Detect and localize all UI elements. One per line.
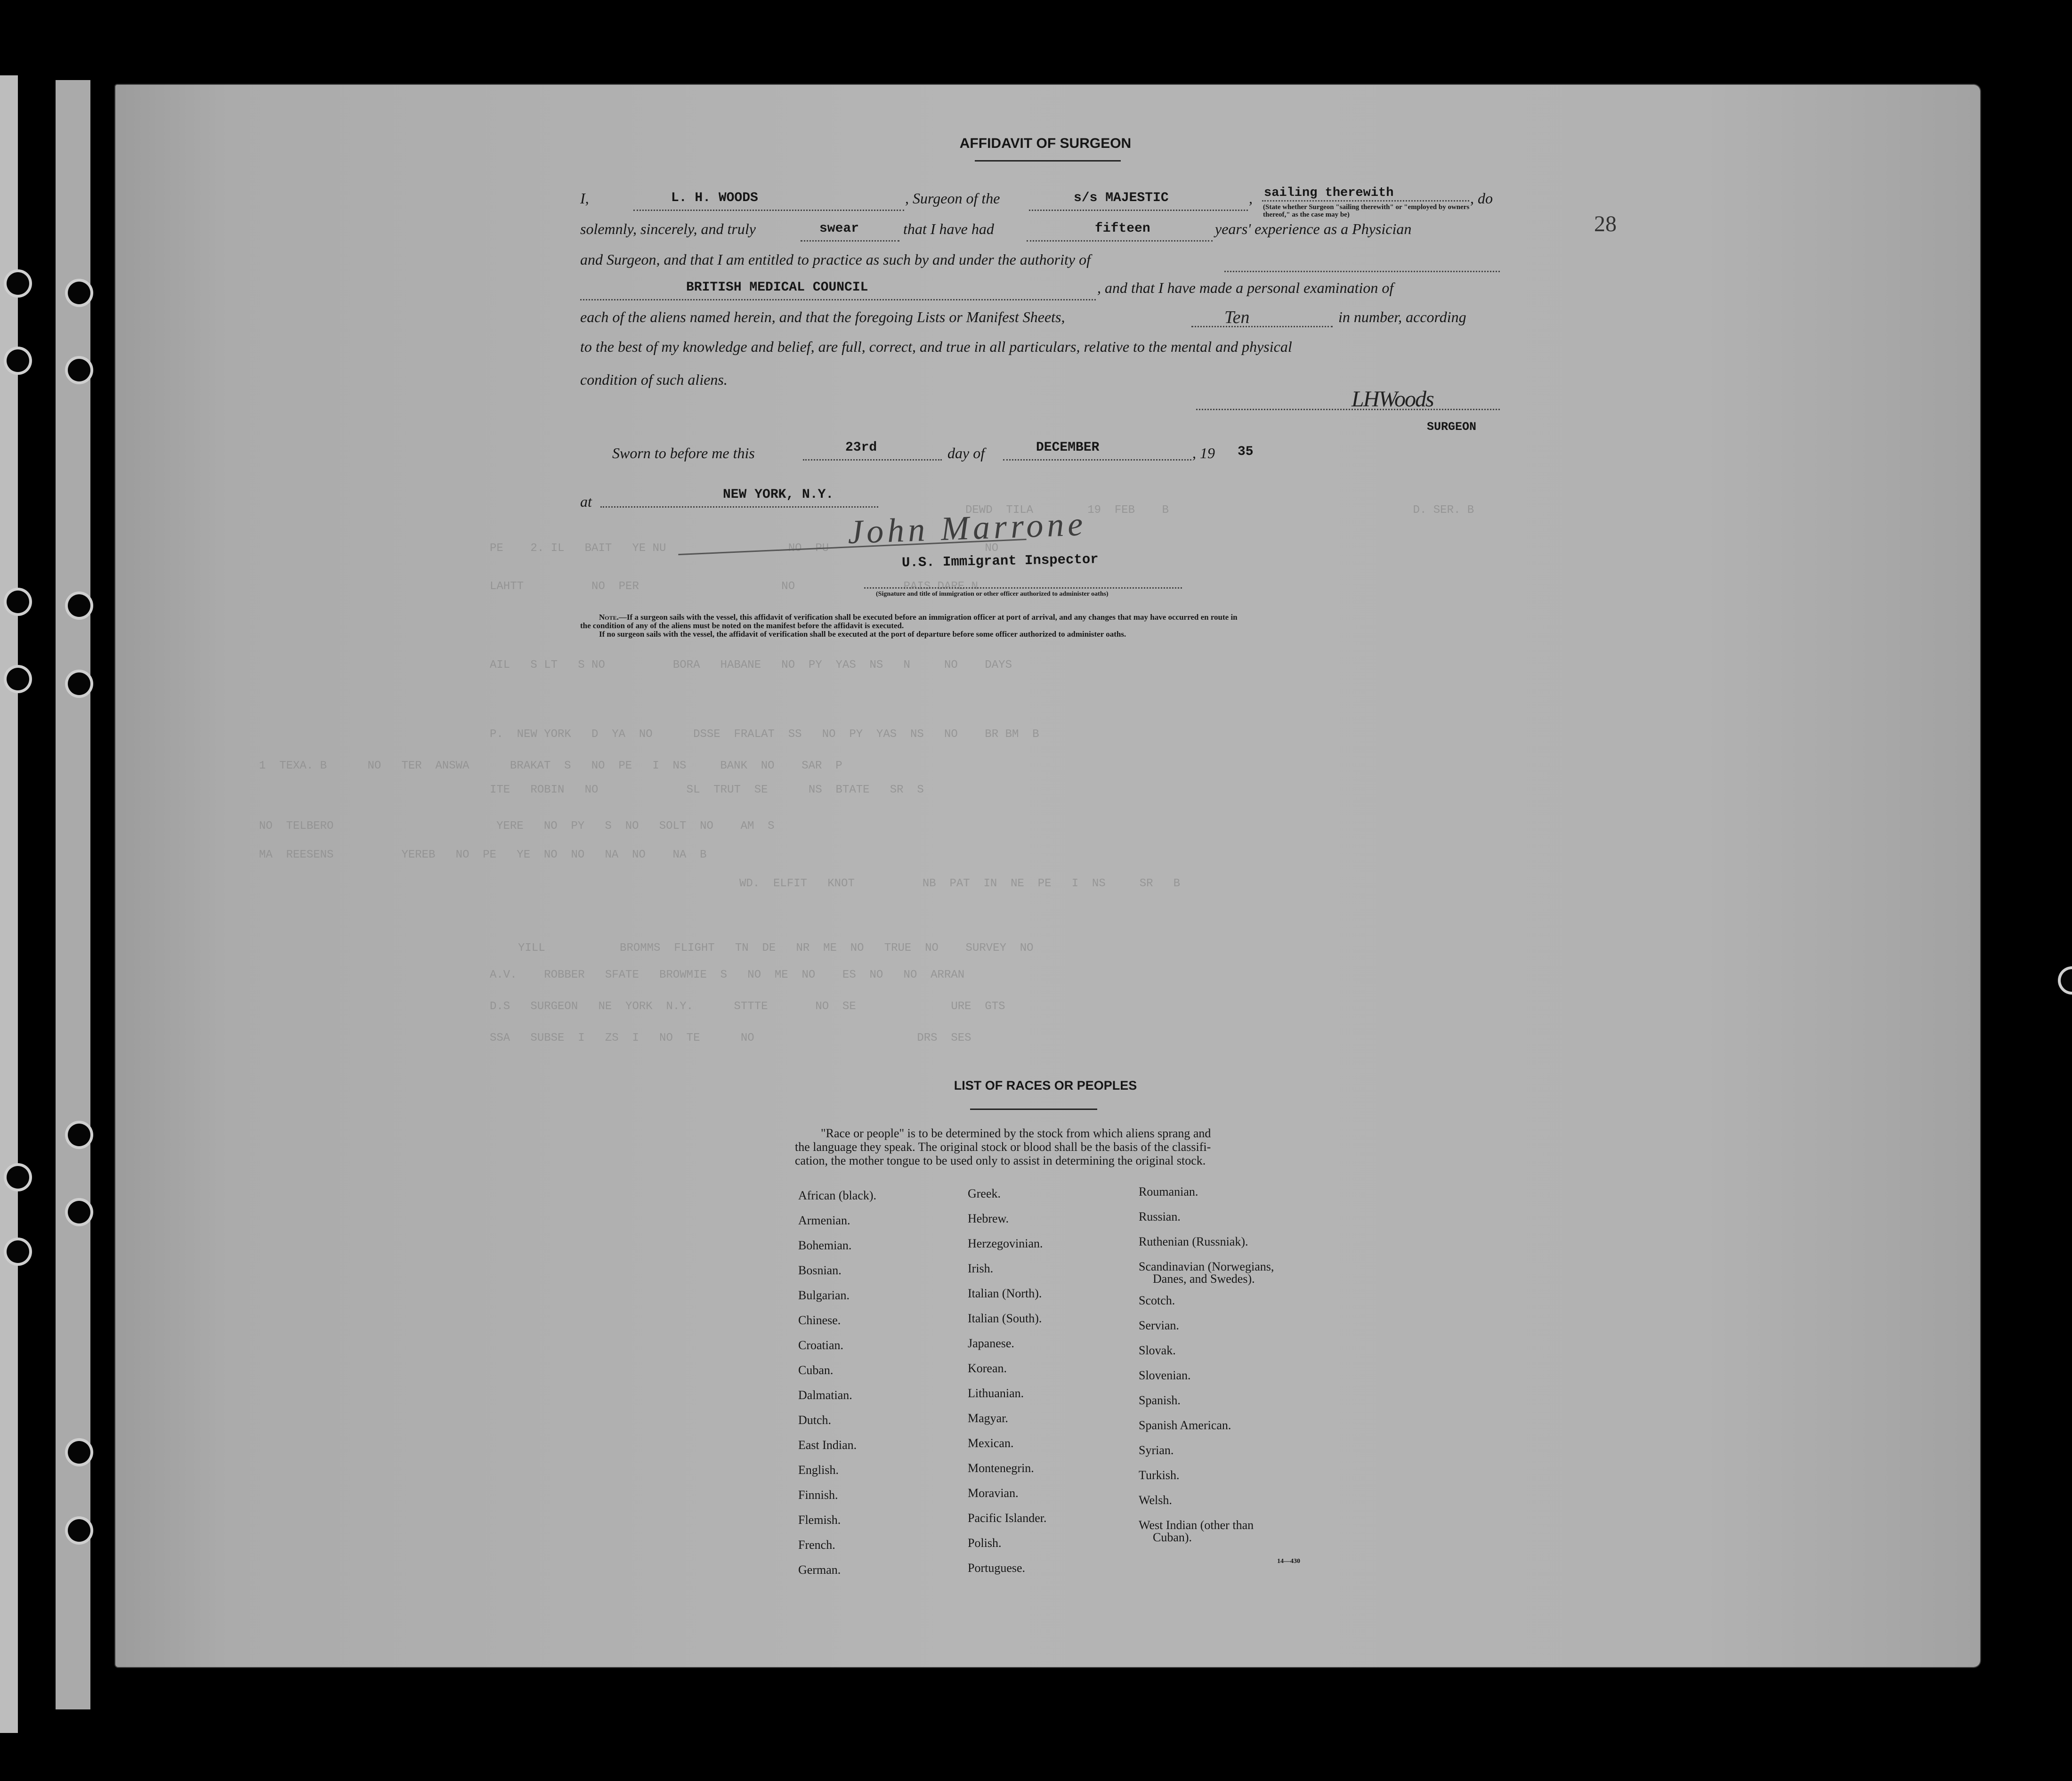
sheets-count-field — [1191, 307, 1333, 327]
race-item: Russian. — [1139, 1210, 1181, 1223]
binder-hole — [7, 1240, 29, 1263]
race-item: Croatian. — [798, 1338, 844, 1352]
race-item: Servian. — [1139, 1319, 1179, 1332]
ghost-row: MA REESENS YEREB NO PE YE NO NO NA NO NA B — [259, 849, 707, 861]
race-item: Bohemian. — [798, 1239, 852, 1252]
line1-comma: , — [1249, 190, 1253, 207]
form-number: 14—430 — [1277, 1558, 1300, 1565]
sworn-b: day of — [947, 445, 985, 461]
binder-strip-middle — [56, 80, 90, 1709]
ghost-row: SSA SUBSE I ZS I NO TE NO DRS SES — [490, 1032, 971, 1044]
ghost-row: LAHTT NO PER NO PAIS DARE N — [490, 580, 978, 593]
sailing-status-field — [1262, 186, 1469, 202]
affidavit-title: AFFIDAVIT OF SURGEON — [959, 136, 1132, 151]
vessel-name: s/s MAJESTIC — [1074, 191, 1169, 205]
race-item: Irish. — [968, 1262, 994, 1275]
race-item: Portuguese. — [968, 1561, 1026, 1575]
race-item: Roumanian. — [1139, 1185, 1198, 1198]
sworn-c: , 19 — [1192, 445, 1215, 461]
race-item: Lithuanian. — [968, 1386, 1024, 1400]
race-item: Cuban). — [1153, 1530, 1192, 1544]
binder-hole — [7, 1166, 29, 1189]
race-item: Slovak. — [1139, 1344, 1176, 1357]
binder-hole — [68, 1201, 90, 1223]
authority-field — [580, 280, 1096, 300]
races-column-1 — [798, 1183, 876, 1582]
binder-hole — [7, 668, 29, 690]
sailing-status: sailing therewith — [1264, 186, 1394, 200]
at-label: at — [580, 493, 592, 510]
vessel-field — [1029, 191, 1248, 211]
oath-word: swear — [819, 221, 859, 236]
note-line-1: Note.—If a surgeon sails with the vessel, this affidavit of verification shall be executed before an immigration officer at port of arrival, and any changes that may have occurred en route in — [599, 613, 1238, 622]
race-item: Syrian. — [1139, 1443, 1174, 1457]
race-item: Greek. — [968, 1187, 1001, 1200]
sworn-place-field — [600, 487, 878, 508]
line6: to the best of my knowledge and belief, are full, correct, and true in all particulars, relative to the mental and physical — [580, 338, 1292, 355]
race-item: Italian (North). — [968, 1287, 1042, 1300]
ghost-row: WD. ELFIT KNOT NB PAT IN NE PE I NS SR B — [739, 877, 1181, 890]
line5-b: in number, according — [1338, 308, 1466, 325]
ghost-row: AIL S LT S NO BORA HABANE NO PY YAS NS N NO DAYS — [490, 659, 1012, 672]
binder-hole — [68, 282, 90, 304]
line4-b: , and that I have made a personal examination of — [1097, 279, 1394, 296]
race-item: Bosnian. — [798, 1263, 842, 1277]
races-title-underline — [970, 1109, 1097, 1110]
line1-surgeon-of: , Surgeon of the — [905, 190, 1000, 207]
sworn-day-field — [803, 440, 942, 461]
race-item: Armenian. — [798, 1214, 850, 1227]
ghost-row: ITE ROBIN NO SL TRUT SE NS BTATE SR S — [490, 784, 924, 796]
race-item: Spanish American. — [1139, 1418, 1231, 1432]
ghost-row: P. NEW YORK D YA NO DSSE FRALAT SS NO PY YAS NS NO BR BM B — [490, 728, 1039, 741]
race-item: Japanese. — [968, 1336, 1014, 1350]
ghost-row: NO TELBERO YERE NO PY S NO SOLT NO AM S — [259, 820, 775, 833]
race-item: Spanish. — [1139, 1393, 1181, 1407]
line1-i: I, — [580, 190, 589, 207]
note-line-3: If no surgeon sails with the vessel, the affidavit of verification shall be executed at the port of departure before some officer authorized to administer oaths. — [599, 630, 1126, 639]
races-intro — [795, 1126, 1313, 1167]
sworn-month-field — [1003, 440, 1191, 461]
years-field — [1027, 221, 1213, 242]
binder-hole — [7, 349, 29, 372]
ghost-row: PE 2. IL BAIT YE NU NO PU NO — [490, 542, 999, 555]
race-item: Herzegovinian. — [968, 1237, 1043, 1250]
sheets-count: Ten — [1224, 308, 1250, 327]
intro-line-1: "Race or people" is to be determined by the stock from which aliens sprang and — [821, 1126, 1211, 1140]
binder-hole — [68, 1519, 90, 1542]
authority-name: BRITISH MEDICAL COUNCIL — [686, 280, 868, 295]
surgeon-label: SURGEON — [1427, 420, 1477, 434]
line5-a: each of the aliens named herein, and that the foregoing Lists or Manifest Sheets, — [580, 308, 1065, 325]
races-title: LIST OF RACES OR PEOPLES — [954, 1078, 1137, 1093]
race-item: Montenegrin. — [968, 1461, 1034, 1475]
binder-hole — [2061, 969, 2072, 992]
bleed-through-text — [245, 504, 1474, 1044]
sworn-month: DECEMBER — [1036, 440, 1100, 455]
note-line-2: the condition of any of the aliens must be noted on the manifest before the affidavit is executed. — [580, 621, 904, 630]
note-label: Note. — [599, 613, 619, 622]
inspector-caption: (Signature and title of immigration or other officer authorized to administer oaths) — [876, 591, 1109, 598]
race-item: Moravian. — [968, 1486, 1019, 1500]
ghost-row: YILL BROMMS FLIGHT TN DE NR ME NO TRUE NO SURVEY NO — [518, 942, 1034, 955]
line3: and Surgeon, and that I am entitled to practice as such by and under the authority of — [580, 251, 1091, 268]
race-item: Dalmatian. — [798, 1388, 852, 1402]
race-item: Mexican. — [968, 1436, 1014, 1450]
line1-do: , do — [1470, 190, 1493, 207]
sailing-status-note: (State whether Surgeon "sailing therewith" or "employed by owners thereof," as the case may be) — [1263, 203, 1470, 219]
oath-field — [801, 221, 899, 242]
race-item: West Indian (other than — [1139, 1518, 1254, 1532]
sworn-day: 23rd — [845, 440, 877, 455]
race-item: Danes, and Swedes). — [1153, 1272, 1255, 1286]
binder-hole — [68, 1124, 90, 1146]
sworn-year: 35 — [1238, 445, 1254, 459]
races-column-3 — [1139, 1179, 1274, 1544]
race-item: Polish. — [968, 1536, 1002, 1550]
race-item: Magyar. — [968, 1411, 1008, 1425]
title-underline — [975, 160, 1121, 162]
line2-c: years' experience as a Physician — [1215, 220, 1412, 237]
race-item: Scandinavian (Norwegians, — [1139, 1260, 1274, 1273]
inspector-line — [864, 587, 1182, 589]
binder-hole — [7, 272, 29, 295]
years-experience: fifteen — [1095, 221, 1150, 236]
ghost-row: 1 TEXA. B NO TER ANSWA BRAKAT S NO PE I NS BANK NO SAR P — [259, 760, 842, 772]
binder-hole — [68, 672, 90, 695]
ghost-row: D.S SURGEON NE YORK N.Y. STTTE NO SE URE GTS — [490, 1000, 1005, 1013]
intro-line-3: cation, the mother tongue to be used only to assist in determining the original stock. — [795, 1154, 1206, 1167]
binder-hole — [68, 359, 90, 381]
race-item: German. — [798, 1563, 841, 1577]
race-item: African (black). — [798, 1189, 877, 1202]
surgeon-signature: LHWoods — [1352, 387, 1433, 412]
signature-line — [1196, 409, 1500, 410]
line2-a: solemnly, sincerely, and truly — [580, 220, 756, 237]
inspector-signature: John Marrone — [847, 505, 1087, 551]
inspector-title: U.S. Immigrant Inspector — [901, 551, 1099, 571]
race-item: Scotch. — [1139, 1294, 1175, 1307]
race-item: Dutch. — [798, 1413, 832, 1427]
race-item: Ruthenian (Russniak). — [1139, 1235, 1248, 1248]
race-item: Cuban. — [798, 1363, 834, 1377]
race-item: Bulgarian. — [798, 1288, 850, 1302]
race-item: Slovenian. — [1139, 1368, 1191, 1382]
note-block — [580, 613, 1522, 639]
race-item: Pacific Islander. — [968, 1511, 1047, 1525]
race-item: Turkish. — [1139, 1468, 1180, 1482]
race-item: Italian (South). — [968, 1311, 1042, 1325]
race-item: Korean. — [968, 1361, 1007, 1375]
intro-line-2: the language they speak. The original stock or blood shall be the basis of the classifi- — [795, 1140, 1211, 1154]
race-item: Chinese. — [798, 1313, 841, 1327]
surgeon-name-field — [633, 191, 904, 211]
page-number: 28 — [1594, 211, 1617, 236]
race-item: Flemish. — [798, 1513, 841, 1527]
race-item: Finnish. — [798, 1488, 838, 1502]
ghost-row: A.V. ROBBER SFATE BROWMIE S NO ME NO ES NO NO ARRAN — [490, 969, 965, 981]
race-item: Welsh. — [1139, 1493, 1172, 1507]
ghost-row: DEWD TILA 19 FEB B D. SER. B — [965, 504, 1474, 517]
sworn-a: Sworn to before me this — [612, 445, 755, 461]
line3-blank — [1224, 252, 1500, 272]
binder-hole — [7, 591, 29, 613]
sworn-place: NEW YORK, N.Y. — [723, 487, 834, 502]
race-item: English. — [798, 1463, 839, 1477]
race-item: French. — [798, 1538, 835, 1552]
binder-strip-left — [0, 75, 18, 1733]
surgeon-name: L. H. WOODS — [671, 191, 758, 205]
races-column-2 — [968, 1181, 1047, 1580]
race-item: East Indian. — [798, 1438, 857, 1452]
binder-hole — [68, 594, 90, 617]
line7: condition of such aliens. — [580, 371, 728, 388]
line2-b: that I have had — [903, 220, 994, 237]
binder-hole — [68, 1441, 90, 1464]
race-item: Hebrew. — [968, 1212, 1009, 1225]
